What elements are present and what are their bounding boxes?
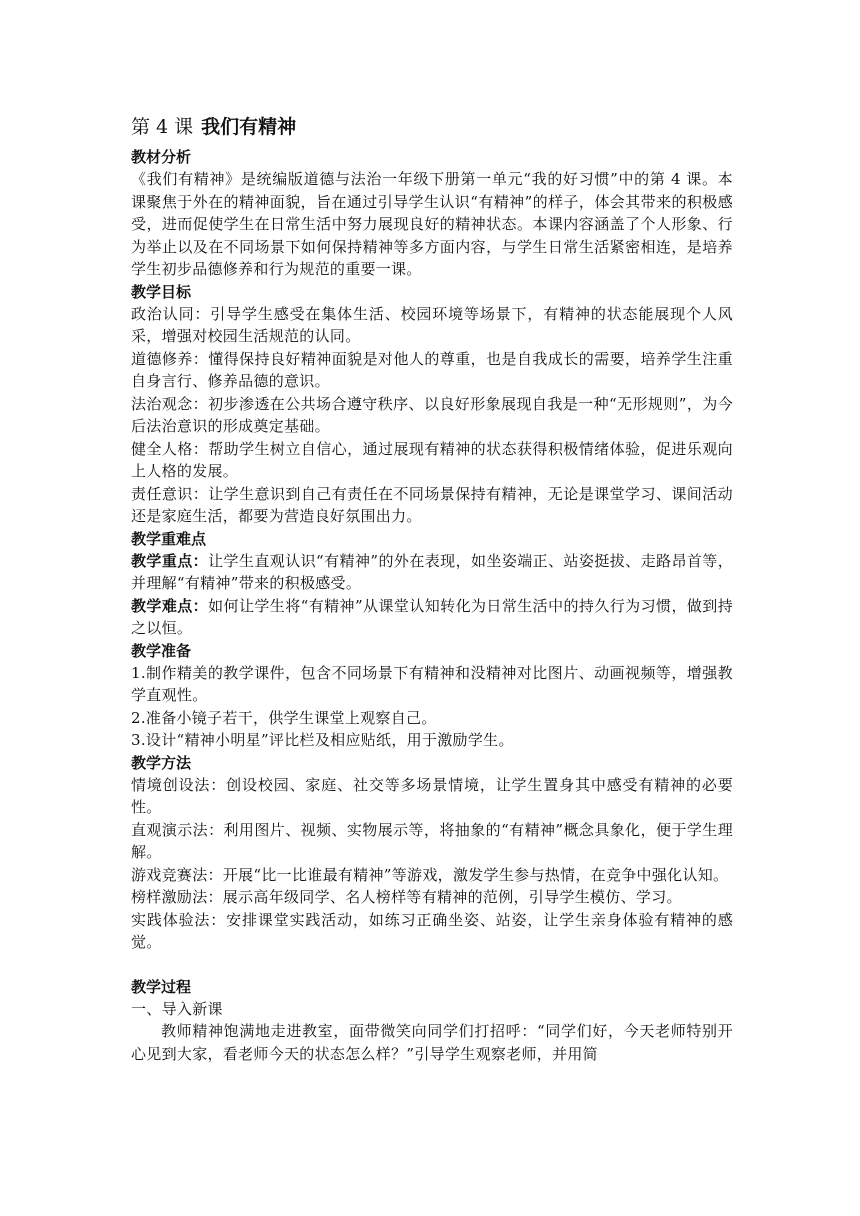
keypoint-difficulty [131, 595, 733, 640]
preparation-item-1: 1.制作精美的教学课件，包含不同场景下有精神和没精神对比图片、动画视频等，增强教学直观性。 [131, 663, 733, 704]
analysis-paragraph: 《我们有精神》是统编版道德与法治一年级下册第一单元“我的好习惯”中的第 4 课。本课聚焦于外在的精神面貌，旨在通过引导学生认识“有精神”的样子，体会其带来的积极感受，进而促使学生在日常生活中努力展现良好的精神状态。本课内容涵盖了个人形象、行为举止以及在不同场景下如何保持精神等多方面内容，与学生日常生活紧密相连，是培养学生初步品德修养和行为规范的重要一课。 [131, 170, 733, 278]
keypoint-difficulty-label: 教学难点： [131, 596, 209, 615]
goal-responsibility: 责任意识：让学生意识到自己有责任在不同场景保持有精神，无论是课堂学习、课间活动还是家庭生活，都要为营造良好氛围出力。 [131, 484, 733, 525]
goal-personality: 健全人格：帮助学生树立自信心，通过展现有精神的状态获得积极情绪体验，促进乐观向上人格的发展。 [131, 439, 733, 480]
method-demonstration: 直观演示法：利用图片、视频、实物展示等，将抽象的“有精神”概念具象化，便于学生理解。 [131, 820, 733, 861]
section-heading-goals: 教学目标 [131, 282, 192, 301]
goal-legal: 法治观念：初步渗透在公共场合遵守秩序、以良好形象展现自我是一种“无形规则”，为今后法治意识的形成奠定基础。 [131, 394, 733, 435]
keypoint-difficulty-text: 如何让学生将“有精神”从课堂认知转化为日常生活中的持久行为习惯，做到持之以恒。 [131, 596, 733, 637]
preparation-item-2: 2.准备小镜子若干，供学生课堂上观察自己。 [131, 708, 437, 727]
method-game: 游戏竞赛法：开展“比一比谁最有精神”等游戏，激发学生参与热情，在竞争中强化认知。 [131, 865, 729, 884]
goal-moral: 道德修养：懂得保持良好精神面貌是对他人的尊重，也是自我成长的需要，培养学生注重自身言行、修养品德的意识。 [131, 349, 733, 390]
keypoint-focus [131, 550, 733, 595]
keypoint-focus-text: 让学生直观认识“有精神”的外在表现，如坐姿端正、站姿挺拔、走路昂首等，并理解“有精神”带来的积极感受。 [131, 551, 733, 592]
method-practice: 实践体验法：安排课堂实践活动，如练习正确坐姿、站姿，让学生亲身体验有精神的感觉。 [131, 910, 733, 951]
document-page [131, 112, 733, 1065]
section-heading-keypoints: 教学重难点 [131, 529, 207, 548]
section-heading-analysis: 教材分析 [131, 148, 192, 166]
section-heading-process: 教学过程 [131, 977, 192, 996]
lesson-name: 我们有精神 [201, 116, 297, 138]
goal-political: 政治认同：引导学生感受在集体生活、校园环境等场景下，有精神的状态能展现个人风采，增强对校园生活规范的认同。 [131, 304, 733, 345]
section-heading-methods: 教学方法 [131, 753, 192, 772]
method-role-model: 榜样激励法：展示高年级同学、名人榜样等有精神的范例，引导学生模仿、学习。 [131, 888, 682, 906]
process-step-1-title: 一、导入新课 [131, 999, 223, 1018]
keypoint-focus-label: 教学重点： [131, 551, 209, 570]
lesson-number: 第 4 课 [131, 116, 194, 138]
preparation-item-3: 3.设计“精神小明星”评比栏及相应贴纸，用于激励学生。 [131, 731, 514, 749]
process-step-1-text: 教师精神饱满地走进教室，面带微笑向同学们打招呼：“同学们好，今天老师特别开心见到大家，看老师今天的状态怎么样？”引导学生观察老师，并用简 [131, 1022, 733, 1063]
blank-line [131, 954, 733, 976]
method-situational: 情境创设法：创设校园、家庭、社交等多场景情境，让学生置身其中感受有精神的必要性。 [131, 775, 733, 816]
lesson-title [131, 112, 733, 142]
section-heading-preparation: 教学准备 [131, 641, 192, 660]
